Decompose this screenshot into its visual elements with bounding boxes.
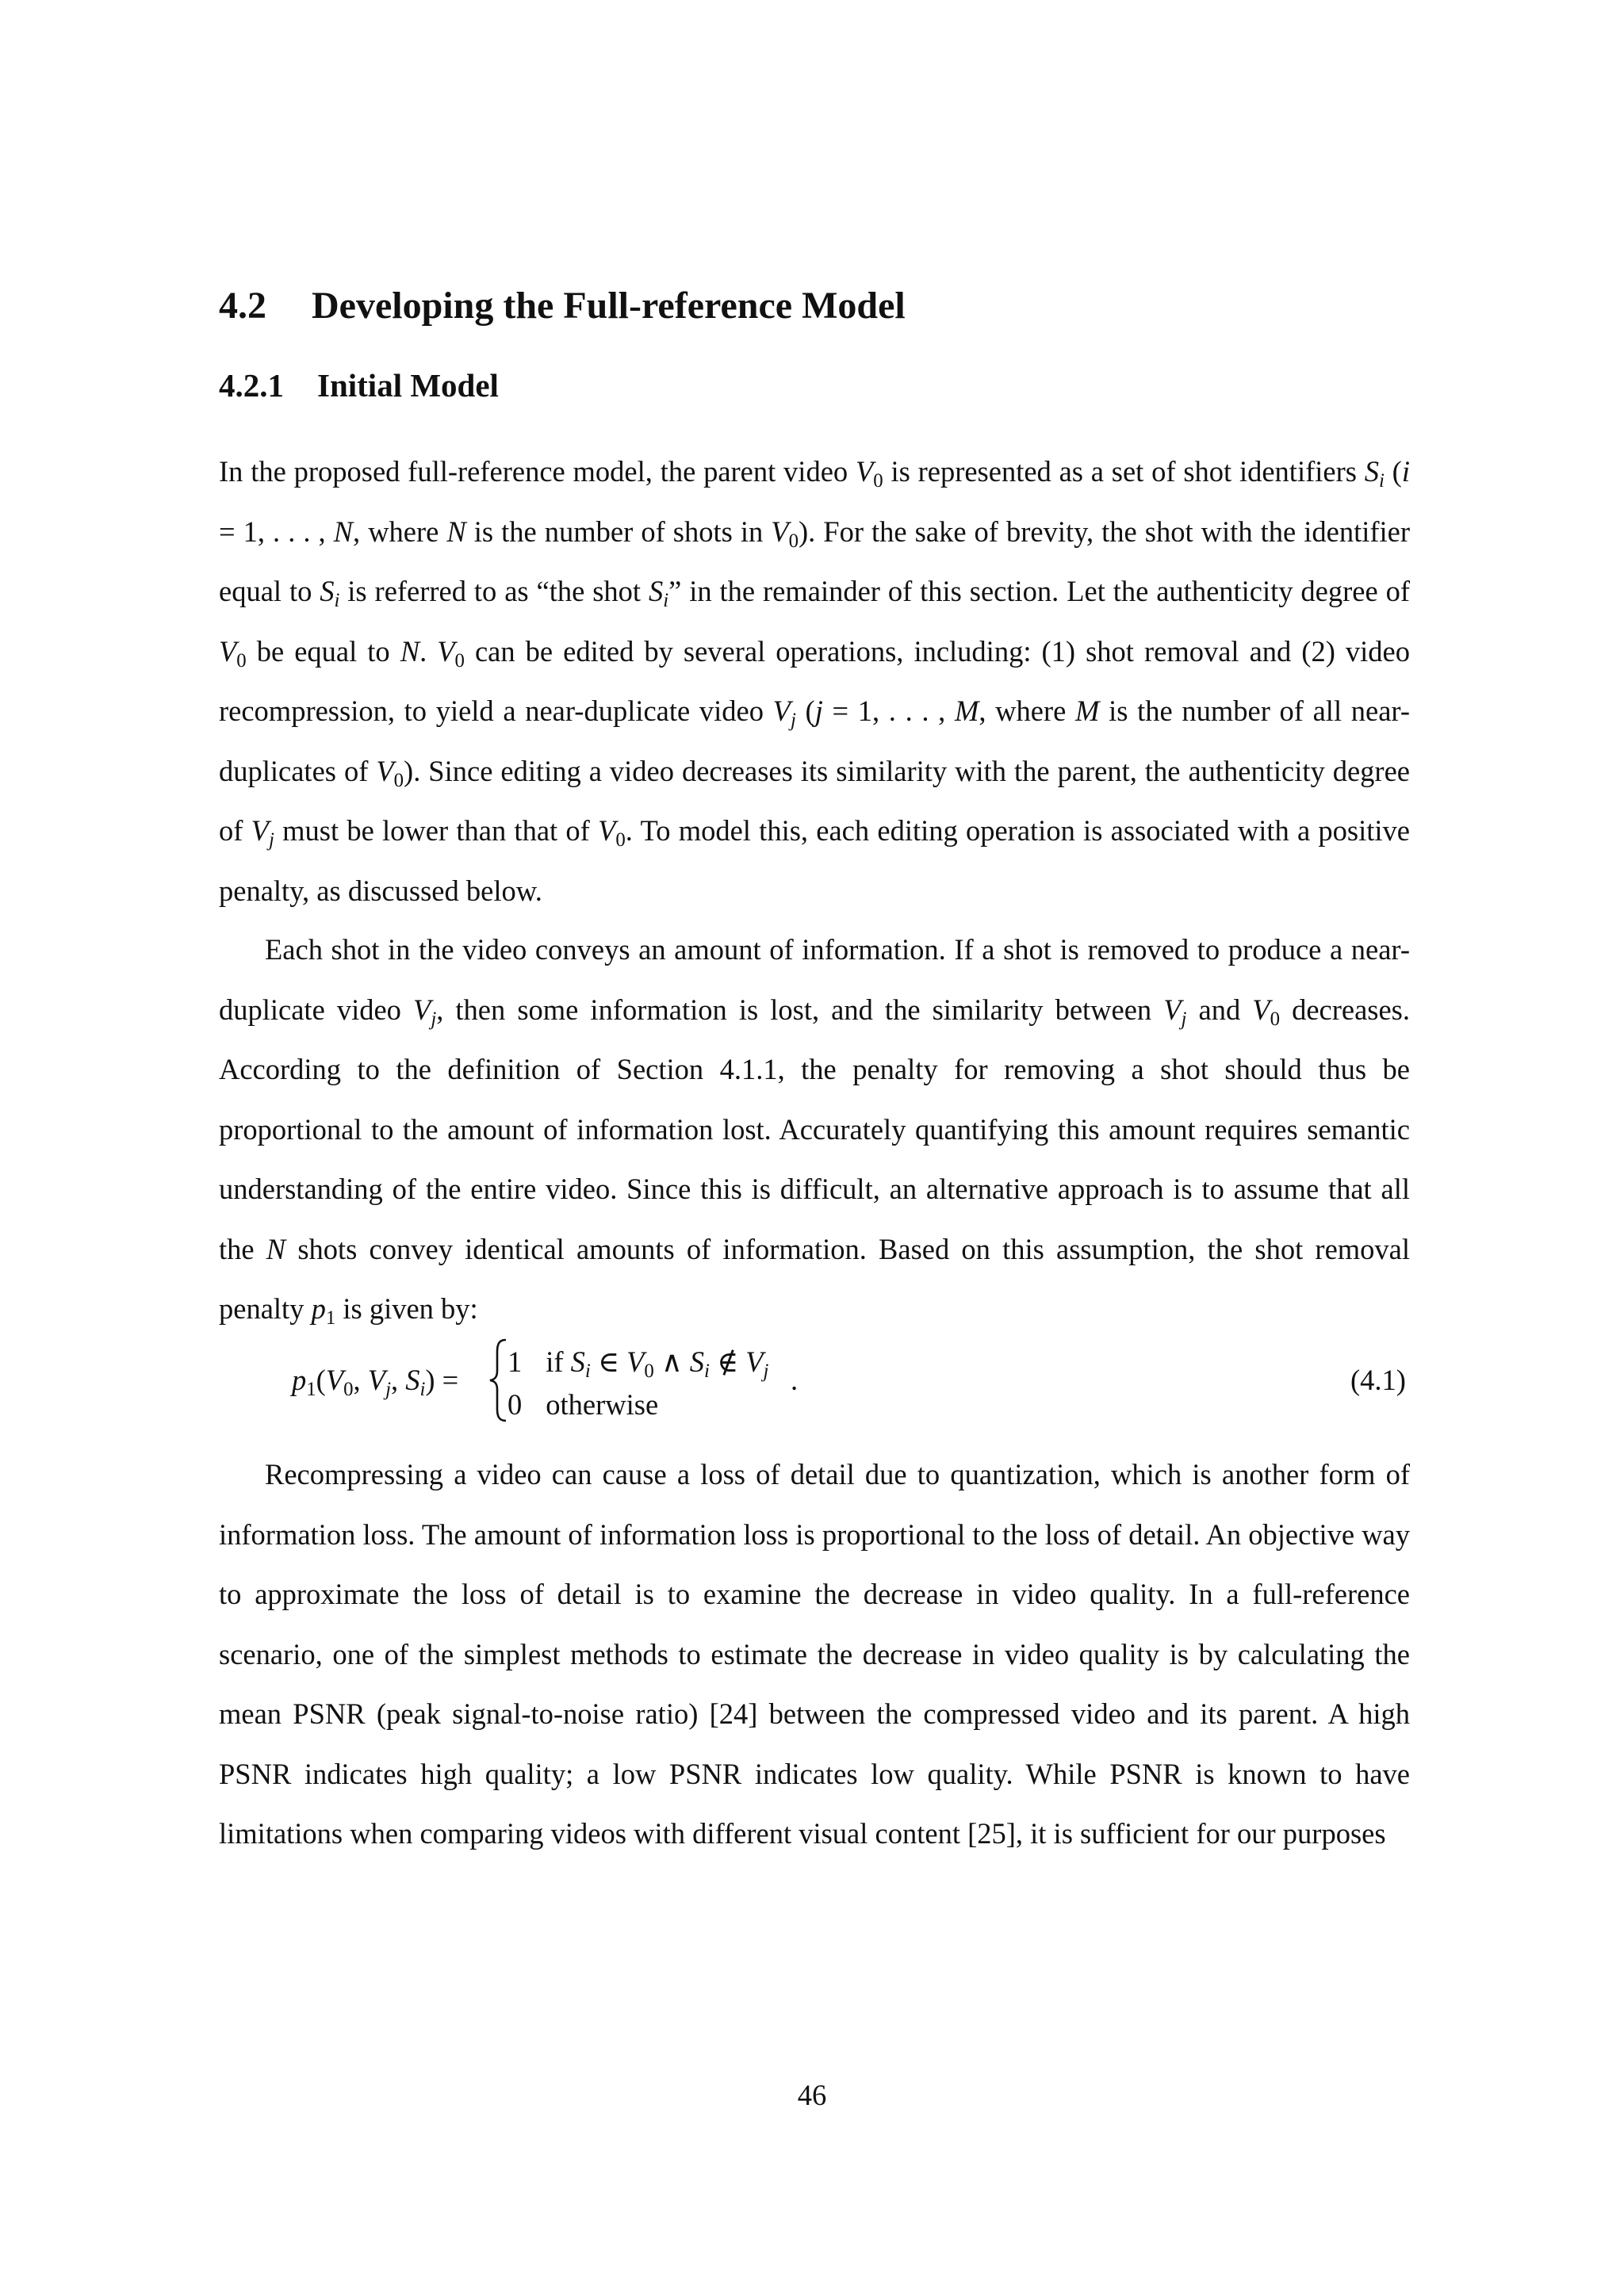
section-number: 4.2: [219, 285, 266, 327]
equation-case-2: [508, 1388, 659, 1421]
equation-number: (4.1): [1350, 1364, 1406, 1396]
equation-case-2-condition: otherwise: [546, 1388, 659, 1421]
paragraph-2: Each shot in the video conveys an amount of information. If a shot is removed to produce a near-duplicate video $V_j$, then some information is lost, and the similarity between $V_j$ and $V_0$ decreases. According to the definition of Section 4.1.1, the penalty for removing a shot should thus be proportional to the amount of information lost. Accurately quantifying this amount requires semantic understanding of the entire video. Since this is difficult, an alternative approach is to assume that all the N shots convey identical amounts of information. Based on this assumption, the shot removal penalty $p_1$ is given by:: [219, 933, 1411, 1330]
subsection-number: 4.2.1: [219, 367, 284, 404]
section-title: Developing the Full-reference Model: [312, 285, 906, 327]
paragraph-3: Recompressing a video can cause a loss of detail due to quantization, which is another form of information loss. The amount of information loss is proportional to the loss of detail. An objective way to approximate the loss of detail is to examine the decrease in video quality. In a full-reference scenario, one of the simplest methods to estimate the decrease in video quality is by calculating the mean PSNR (peak signal-to-noise ratio) [24] between the compressed video and its parent. A high PSNR indicates high quality; a low PSNR indicates low quality. While PSNR is known to have limitations when comparing videos with different visual content [25], it is sufficient for our purposes: [219, 1458, 1410, 1850]
page-number: 46: [797, 2079, 827, 2111]
equation-period: .: [791, 1364, 799, 1396]
equation-lhs: $p_1(V_0$, $V_j$, $S_i$) =: [292, 1364, 459, 1401]
equation-case-1-value: 1: [508, 1345, 523, 1378]
equation-case-1-condition: if $S_i$ ∈ $V_0$ ∧ $S_i$ ∉ $V_j$: [546, 1345, 769, 1383]
section-heading: [219, 287, 906, 325]
paragraph-1: In the proposed full-reference model, the parent video $V_0$ is represented as a set of shot identifiers $S_i$ (i = 1, . . . , N, where N is the number of shots in $V_0$). For the sake of brevity, the shot with the identifier equal to $S_i$ is referred to as “the shot $S_i$” in the remainder of this section. Let the authenticity degree of $V_0$ be equal to N. $V_0$ can be edited by several operations, including: (1) shot removal and (2) video recompression, to yield a near-duplicate video $V_j$ (j = 1, . . . , M, where M is the number of all near-duplicates of $V_0$). Since editing a video decreases its similarity with the parent, the authenticity degree of $V_j$ must be lower than that of $V_0$. To model this, each editing operation is associated with a positive penalty, as discussed below.: [219, 455, 1411, 907]
subsection-heading: [219, 369, 499, 402]
equation-case-2-value: 0: [508, 1388, 523, 1421]
subsection-title: Initial Model: [317, 367, 499, 404]
equation-case-1: [508, 1345, 769, 1383]
